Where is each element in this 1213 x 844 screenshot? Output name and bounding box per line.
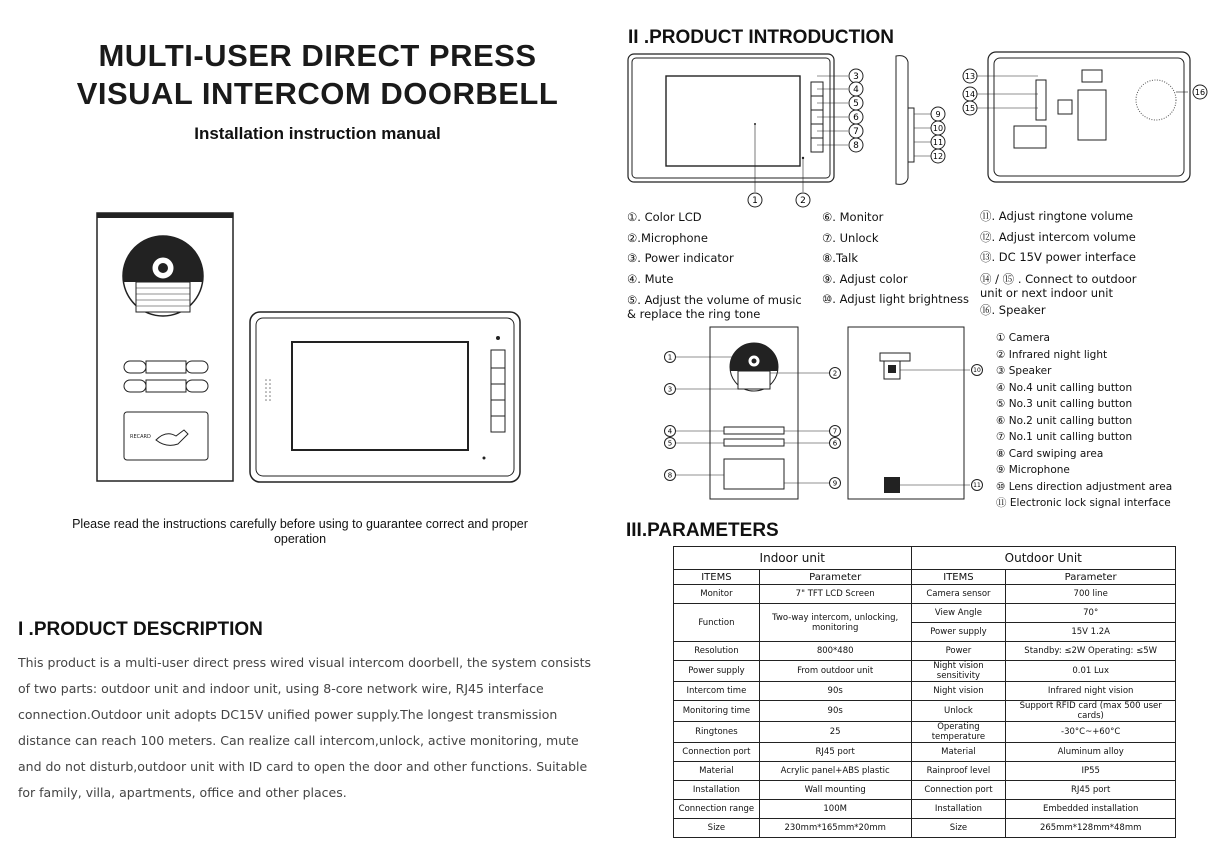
table-cell: Aluminum alloy [1006,743,1176,762]
svg-text:8: 8 [853,141,859,151]
table-cell: 230mm*165mm*20mm [759,819,911,838]
svg-text:3: 3 [853,72,859,82]
table-cell: Rainproof level [911,762,1006,781]
svg-text:16: 16 [1194,88,1206,97]
subtitle: Installation instruction manual [194,124,441,143]
svg-text:12: 12 [932,152,944,161]
table-cell: Power [911,642,1006,661]
table-cell: Operating temperature [911,722,1006,743]
table-cell: Unlock [911,701,1006,722]
table-cell: Power supply [911,623,1006,642]
table-cell: 100M [759,800,911,819]
table-cell: From outdoor unit [759,661,911,682]
table-cell: 7" TFT LCD Screen [759,585,911,604]
table-cell: Intercom time [674,682,760,701]
indoor-legend-col1: ①. Color LCD ②.Microphone ③. Power indicator ④. Mute ⑤. Adjust the volume of music & replace the ring tone [627,210,802,321]
svg-text:9: 9 [935,110,941,119]
svg-text:5: 5 [667,439,673,448]
outdoor-back-diagram [846,325,992,505]
table-cell: Acrylic panel+ABS plastic [759,762,911,781]
indoor-unit-illustration [248,310,524,486]
svg-text:4: 4 [667,427,673,436]
table-cell: RJ45 port [1006,781,1176,800]
svg-text:15: 15 [964,104,976,113]
table-cell: Standby: ≤2W Operating: ≤5W [1006,642,1176,661]
title-line-2: VISUAL INTERCOM DOORBELL [76,76,559,111]
table-cell: RJ45 port [759,743,911,762]
table-cell: Resolution [674,642,760,661]
svg-text:2: 2 [800,196,806,206]
card-label: RECARD [130,434,151,440]
table-cell: IP55 [1006,762,1176,781]
table-cell: Night vision sensitivity [911,661,1006,682]
table-cell: Connection range [674,800,760,819]
table-cell: Material [674,762,760,781]
table-cell: 0.01 Lux [1006,661,1176,682]
table-cell: Installation [674,781,760,800]
parameters-table: Indoor unit Outdoor Unit ITEMS Parameter ITEMS Parameter Monitor 7" TFT LCD Screen Camera sensor 700 line Function Two-way intercom, unlocking, monitoring View Angle 70° Power supply 15V 1.2A Resolution 800*480 Power Standby: ≤2W Operating: ≤5W Power supply From outdoor unit Night vision sensitivity 0.01 Lux Intercom time 90s Night vision Infrared night vision Monitoring time 90s Unlock Support RFID card (max 500 user cards) Ringtones 25 Operating temperature -30°C~+60°C Connection port RJ45 port Material Aluminum alloy Material Acrylic panel+ABS plastic Rainproof level IP55 Installation Wall mounting Connection port RJ45 port Connection range 100M Installation Embedded installation Size 230mm*165mm*20mm Size 265mm*128mm*48mm [673,546,1176,838]
table-cell: -30°C~+60°C [1006,722,1176,743]
table-cell: Camera sensor [911,585,1006,604]
description-heading: I .PRODUCT DESCRIPTION [18,619,263,640]
table-cell: Monitoring time [674,701,760,722]
svg-text:4: 4 [853,85,859,95]
table-cell: 70° [1006,604,1176,623]
svg-text:10: 10 [932,124,944,133]
outdoor-legend: ① Camera ② Infrared night light ③ Speaker ④ No.4 unit calling button ⑤ No.3 unit calling button ⑥ No.2 unit calling button ⑦ No.1 unit calling button ⑧ Card swiping area ⑨ Microphone ⑩ Lens direction adjustment area ⑪ Electronic lock signal interface [996,332,1173,509]
table-cell: 15V 1.2A [1006,623,1176,642]
table-cell: Connection port [911,781,1006,800]
svg-text:9: 9 [832,479,838,488]
table-cell: Function [674,604,760,642]
table-cell: Support RFID card (max 500 user cards) [1006,701,1176,722]
table-cell: Embedded installation [1006,800,1176,819]
intro-heading: II .PRODUCT INTRODUCTION [628,27,894,48]
table-cell: Monitor [674,585,760,604]
indoor-unit-header: Indoor unit [674,547,912,570]
table-cell: Wall mounting [759,781,911,800]
outdoor-unit-header: Outdoor Unit [911,547,1175,570]
table-cell: 800*480 [759,642,911,661]
table-cell: Night vision [911,682,1006,701]
svg-text:7: 7 [832,427,838,436]
table-cell: Installation [911,800,1006,819]
svg-text:1: 1 [752,196,758,206]
table-cell: Size [674,819,760,838]
table-cell: 700 line [1006,585,1176,604]
table-cell: 265mm*128mm*48mm [1006,819,1176,838]
table-cell: Two-way intercom, unlocking, monitoring [759,604,911,642]
svg-text:1: 1 [667,353,673,362]
title-line-1: MULTI-USER DIRECT PRESS [98,38,537,73]
table-cell: 90s [759,701,911,722]
svg-text:5: 5 [853,99,859,109]
svg-text:11: 11 [932,138,944,147]
outdoor-unit-illustration [96,212,236,484]
svg-text:14: 14 [964,90,976,99]
outdoor-front-diagram [660,325,850,505]
table-cell: 90s [759,682,911,701]
table-cell: Size [911,819,1006,838]
svg-text:7: 7 [853,127,859,137]
table-cell: Infrared night vision [1006,682,1176,701]
svg-text:2: 2 [832,369,838,378]
parameters-heading: III.PARAMETERS [626,520,779,541]
notice-text: Please read the instructions carefully before using to guarantee correct and proper operation [72,517,528,546]
svg-text:6: 6 [853,113,859,123]
svg-text:13: 13 [964,72,976,81]
table-cell: View Angle [911,604,1006,623]
table-cell: Connection port [674,743,760,762]
svg-text:10: 10 [973,367,981,374]
table-cell: Material [911,743,1006,762]
description-text: This product is a multi-user direct press wired visual intercom doorbell, the system consists of two parts: outdoor unit and indoor unit, using 8-core network wire, RJ45 interface connection.Outdoor unit adopts DC15V unified power supply.The longest transmission distance can reach 100 meters. Can realize call intercom,unlock, active monitoring, mute and do not disturb,outdoor unit with ID card to open the door and other functions. Suitable for family, villa, apartments, office and other places. [18,655,592,800]
indoor-legend-col2: ⑥. Monitor ⑦. Unlock ⑧.Talk ⑨. Adjust color ⑩. Adjust light brightness [822,210,970,306]
indoor-front-diagram [626,52,876,212]
table-cell: Power supply [674,661,760,682]
table-cell: 25 [759,722,911,743]
indoor-side-diagram [892,52,952,192]
svg-text:8: 8 [667,471,673,480]
svg-text:3: 3 [667,385,673,394]
svg-text:6: 6 [832,439,838,448]
indoor-back-diagram [958,50,1210,186]
svg-text:11: 11 [973,482,981,489]
indoor-legend-col3: ⑪. Adjust ringtone volume ⑫. Adjust intercom volume ⑬. DC 15V power interface ⑭ / ⑮ . Connect to outdoor unit or next indoor unit ⑯. Speaker [980,209,1137,317]
table-cell: Ringtones [674,722,760,743]
